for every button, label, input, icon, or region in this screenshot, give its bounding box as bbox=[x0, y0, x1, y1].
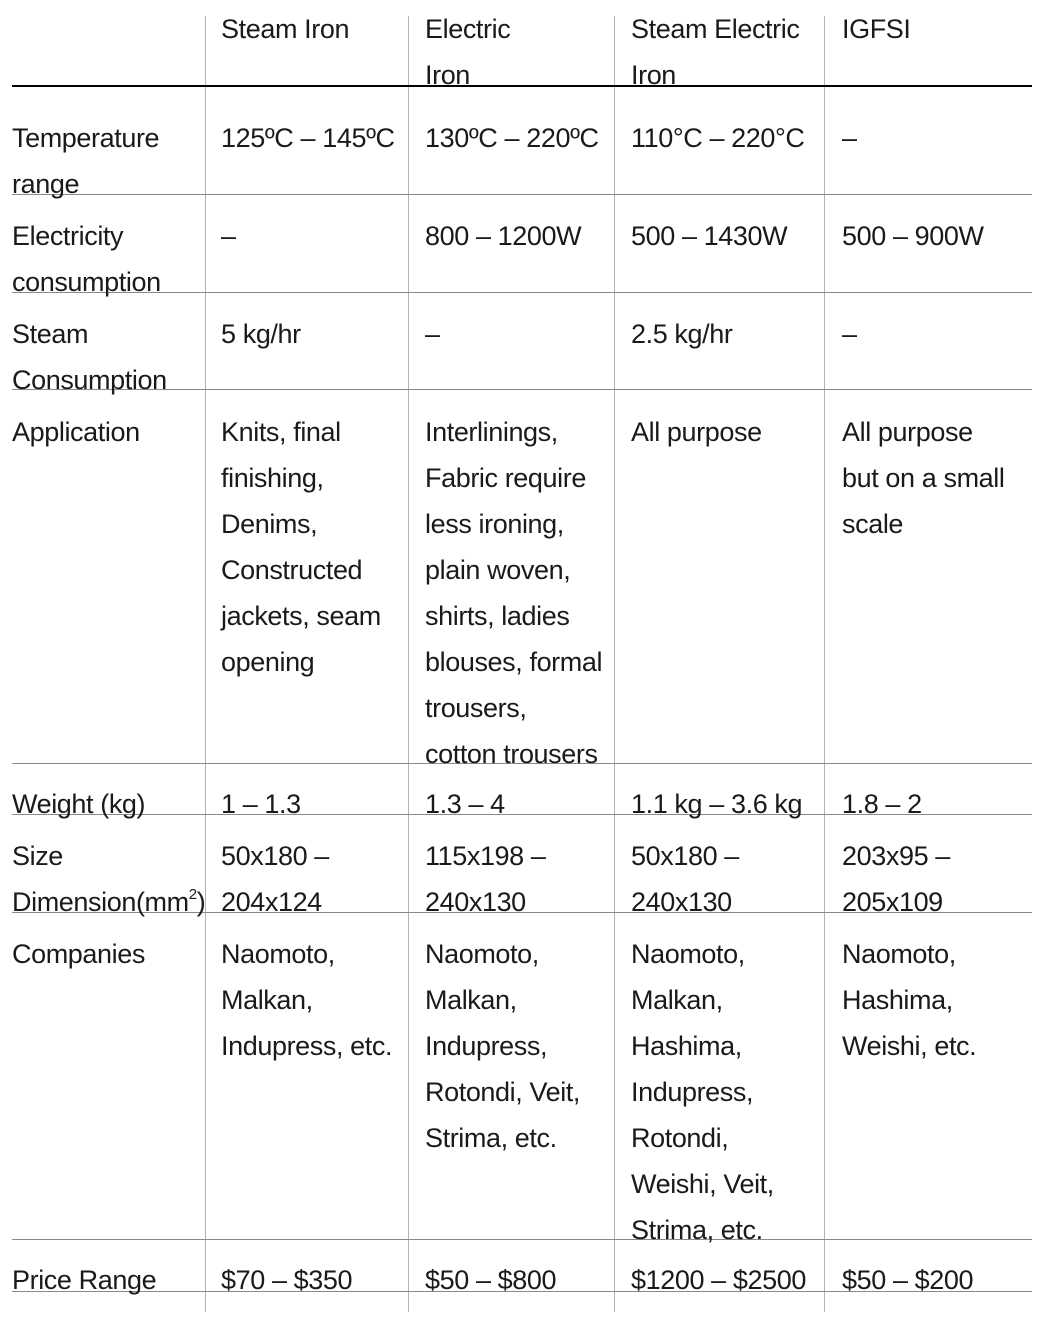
table-cell: 1 – 1.3 bbox=[221, 789, 301, 819]
table-cell: All purpose but on a small scale bbox=[842, 417, 1005, 539]
column-divider bbox=[408, 16, 409, 1312]
column-divider bbox=[824, 16, 825, 1312]
row-label-temperature: Temperature range bbox=[12, 123, 160, 199]
table-cell: 2.5 kg/hr bbox=[631, 319, 733, 349]
table-cell: $1200 – $2500 bbox=[631, 1265, 806, 1295]
table-cell: Interlinings, Fabric require less ironing, plain woven, shirts, ladies blouses, formal trousers, cotton trousers bbox=[425, 417, 603, 769]
table-cell: 110°C – 220°C bbox=[631, 123, 805, 153]
table-cell: All purpose bbox=[631, 417, 762, 447]
table-cell: 500 – 1430W bbox=[631, 221, 788, 251]
header-igfsi: IGFSI bbox=[842, 14, 911, 44]
table-cell: Naomoto, Malkan, Indupress, Rotondi, Veit, Strima, etc. bbox=[425, 939, 581, 1153]
table-cell: – bbox=[842, 319, 857, 349]
table-cell: Naomoto, Malkan, Indupress, etc. bbox=[221, 939, 393, 1061]
table-cell: 115x198 – 240x130 bbox=[425, 841, 546, 917]
table-cell: $70 – $350 bbox=[221, 1265, 353, 1295]
table-cell: Naomoto, Malkan, Hashima, Indupress, Rotondi, Weishi, Veit, Strima, etc. bbox=[631, 939, 774, 1245]
table-cell: Knits, final finishing, Denims, Constructed jackets, seam opening bbox=[221, 417, 381, 677]
row-label-weight: Weight (kg) bbox=[12, 789, 146, 819]
table-cell: 5 kg/hr bbox=[221, 319, 301, 349]
size-label-line2: Dimension(mm bbox=[12, 887, 189, 917]
table-cell: 125ºC – 145ºC bbox=[221, 123, 395, 153]
table-cell: 50x180 – 240x130 bbox=[631, 841, 739, 917]
table-cell: $50 – $200 bbox=[842, 1265, 974, 1295]
header-steam-iron: Steam Iron bbox=[221, 14, 350, 44]
row-label-application: Application bbox=[12, 417, 140, 447]
table-cell: 1.8 – 2 bbox=[842, 789, 922, 819]
table-cell: 800 – 1200W bbox=[425, 221, 582, 251]
row-label-electricity: Electricity consumption bbox=[12, 221, 161, 297]
row-label-steam-consumption: Steam Consumption bbox=[12, 319, 167, 395]
header-electric-iron: Electric Iron bbox=[425, 14, 511, 90]
table-cell: Naomoto, Hashima, Weishi, etc. bbox=[842, 939, 977, 1061]
row-label-price-range: Price Range bbox=[12, 1265, 157, 1295]
table-cell: $50 – $800 bbox=[425, 1265, 557, 1295]
column-divider bbox=[205, 16, 206, 1312]
table-cell: 130ºC – 220ºC bbox=[425, 123, 599, 153]
size-label-close: ) bbox=[196, 887, 206, 917]
table-cell: 203x95 – 205x109 bbox=[842, 841, 950, 917]
column-divider bbox=[614, 16, 615, 1312]
table-cell: 50x180 – 204x124 bbox=[221, 841, 329, 917]
row-divider bbox=[12, 1239, 1032, 1240]
table-cell: 1.3 – 4 bbox=[425, 789, 505, 819]
table-cell: – bbox=[425, 319, 440, 349]
header-steam-electric-iron: Steam Electric Iron bbox=[631, 14, 800, 90]
table-cell: – bbox=[842, 123, 857, 153]
table-cell: 500 – 900W bbox=[842, 221, 984, 251]
row-label-companies: Companies bbox=[12, 939, 145, 969]
size-label-line1: Size bbox=[12, 841, 63, 871]
table-cell: – bbox=[221, 221, 236, 251]
table-cell: 1.1 kg – 3.6 kg bbox=[631, 789, 803, 819]
row-label-size-dimension bbox=[12, 833, 204, 925]
size-label-superscript: 2 bbox=[188, 886, 197, 903]
